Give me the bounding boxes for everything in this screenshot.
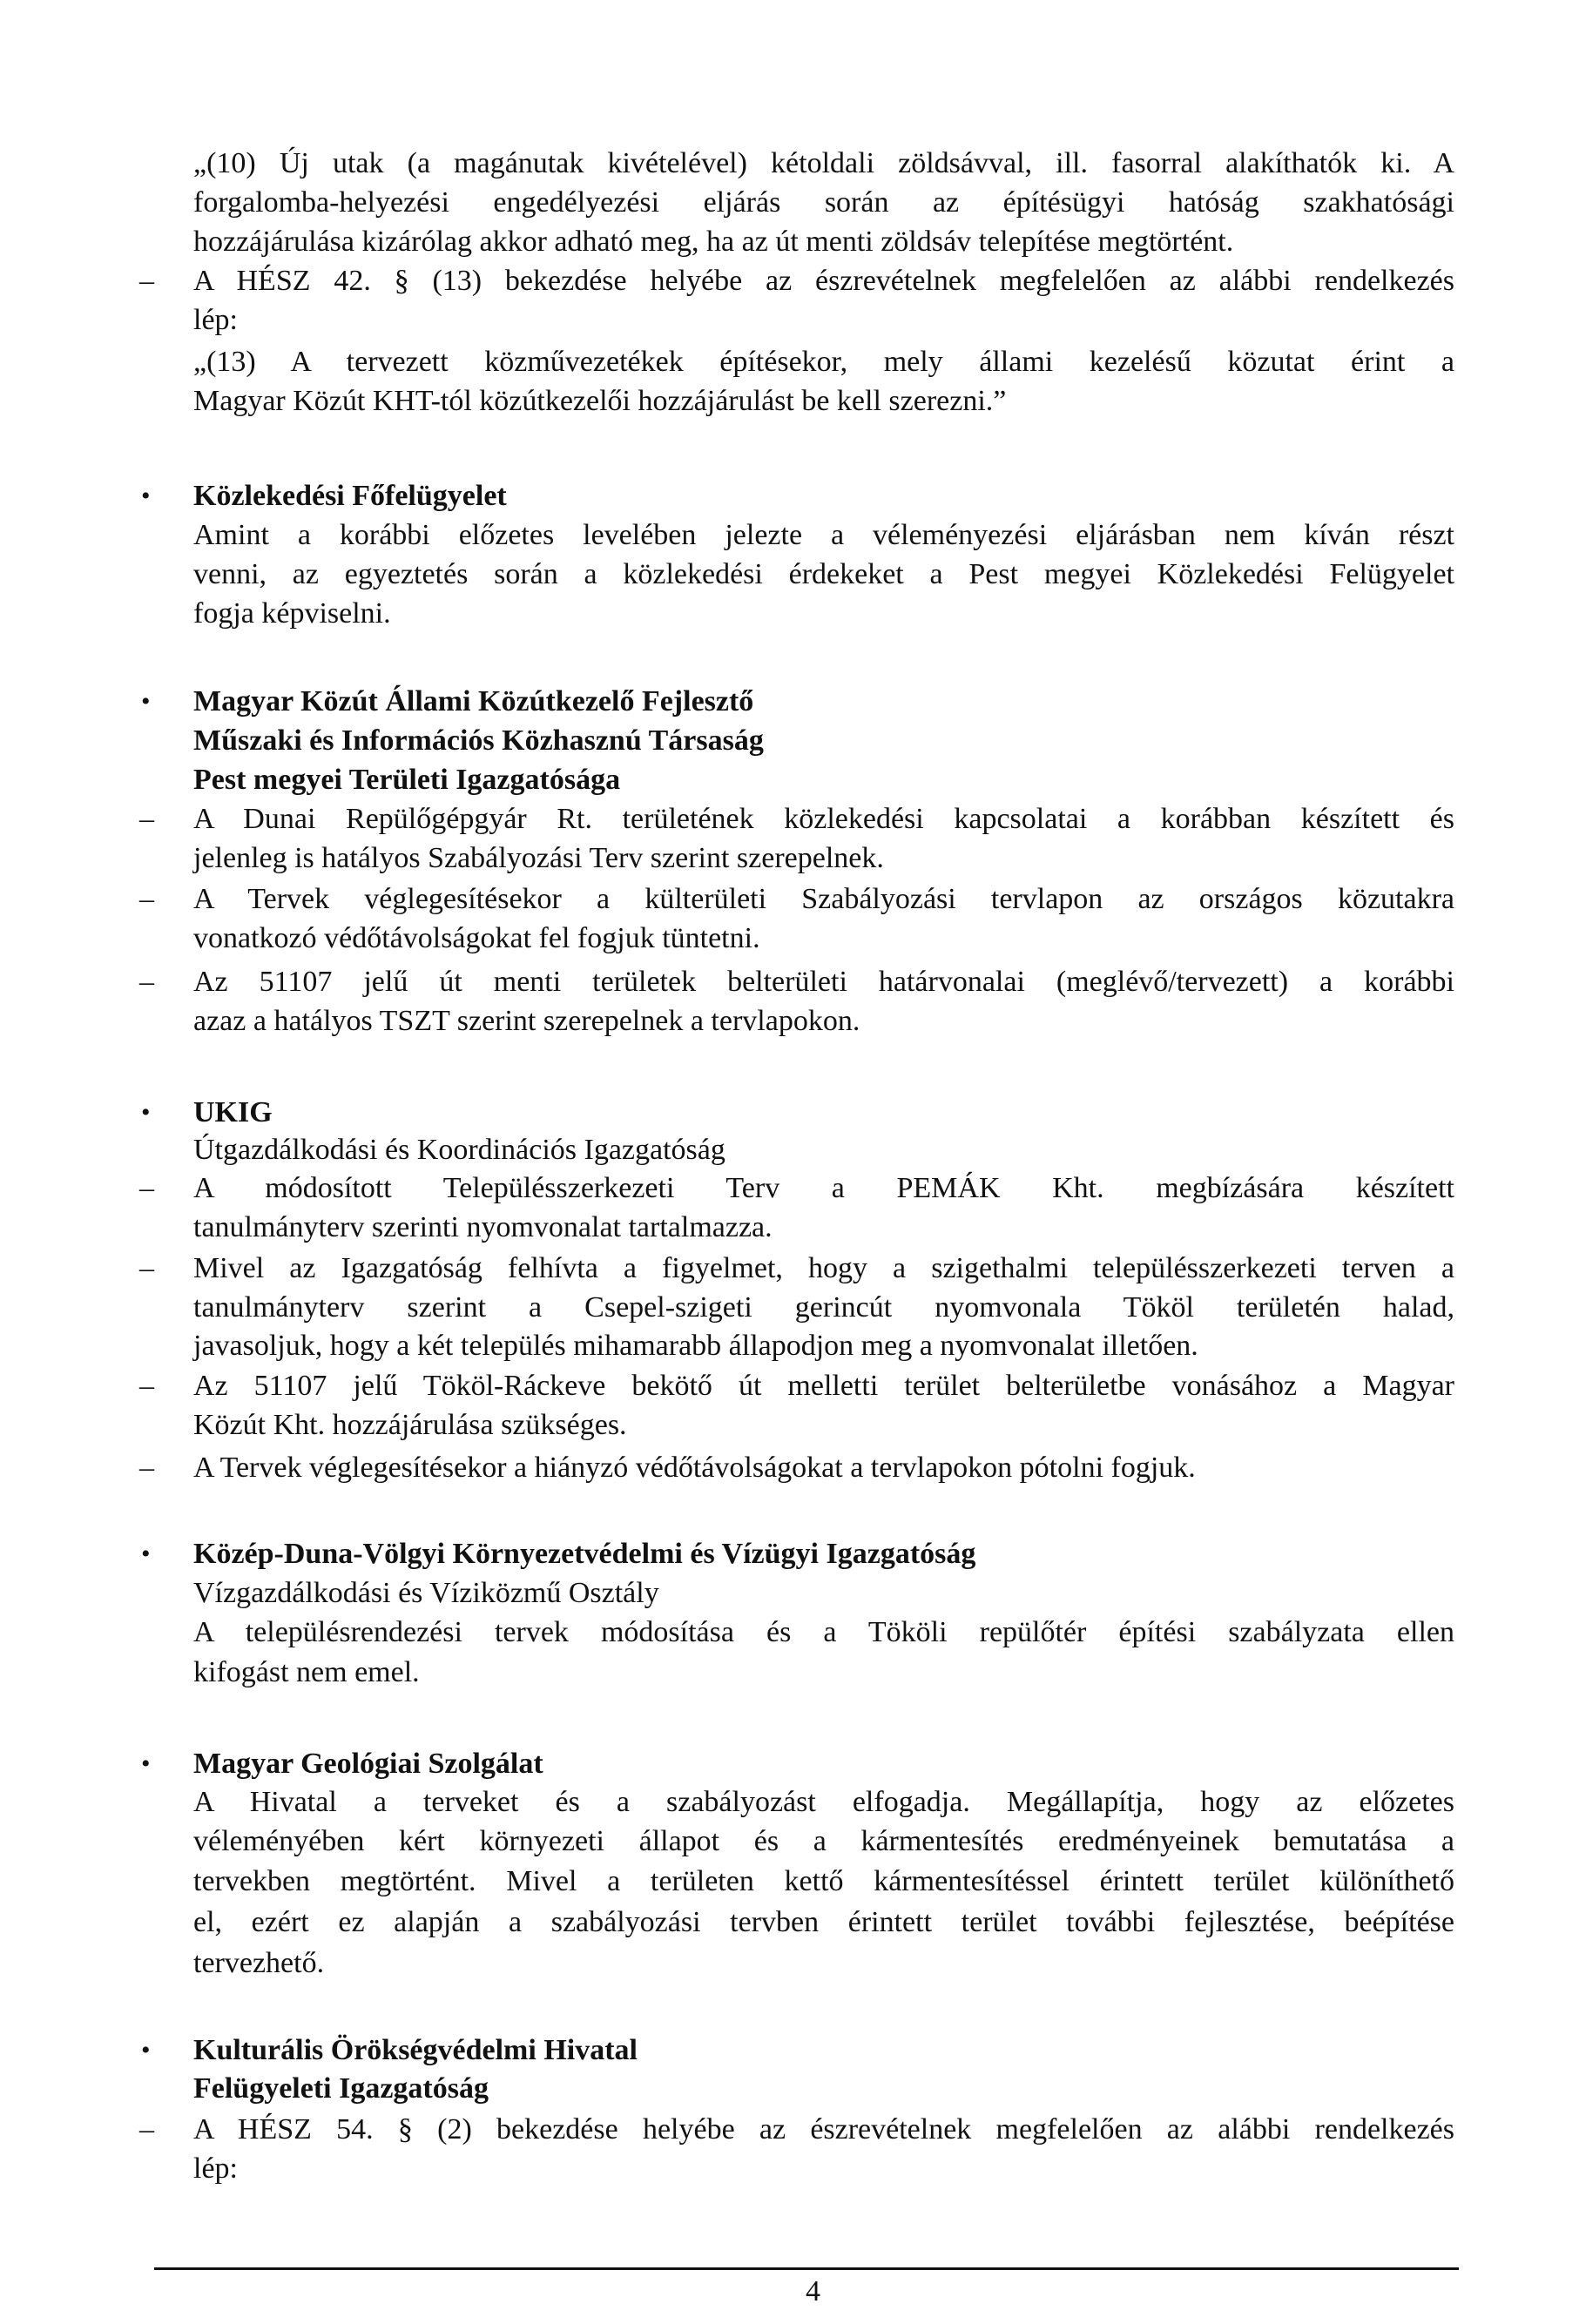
- section-title: Magyar Közút Állami Közútkezelő Fejlesztő: [193, 685, 754, 717]
- text-line: hozzájárulása kizárólag akkor adható meg, ha az út menti zöldsáv telepítése megtörtént.: [193, 226, 1234, 258]
- text-line: jelenleg is hatályos Szabályozási Terv szerint szerepelnek.: [193, 842, 884, 874]
- dash-marker-icon: –: [139, 1252, 154, 1284]
- section-title: UKIG: [193, 1096, 273, 1128]
- text-line: Amint a korábbi előzetes levelében jelezte a véleményezési eljárásban nem kíván részt: [193, 519, 1454, 551]
- text-line: venni, az egyeztetés során a közlekedési érdekeket a Pest megyei Közlekedési Felügyelet: [193, 558, 1454, 590]
- bullet-icon: •: [141, 1539, 151, 1568]
- text-line: A Dunai Repülőgépgyár Rt. területének közlekedési kapcsolatai a korábban készített és: [193, 803, 1454, 835]
- text-line: tanulmányterv szerinti nyomvonalat tartalmazza.: [193, 1211, 773, 1243]
- dash-marker-icon: –: [139, 2113, 154, 2145]
- text-line: forgalomba-helyezési engedélyezési eljárás során az építésügyi hatóság szakhatósági: [193, 186, 1454, 219]
- text-line: A módosított Településszerkezeti Terv a PEMÁK Kht. megbízására készített: [193, 1172, 1454, 1204]
- text-line: „(13) A tervezett közművezetékek építésekor, mely állami kezelésű közutat érint a: [193, 346, 1454, 378]
- text-line: el, ezért ez alapján a szabályozási tervben érintett terület további fejlesztése, beépítése: [193, 1906, 1454, 1938]
- dash-marker-icon: –: [139, 265, 154, 297]
- dash-marker-icon: –: [139, 1452, 154, 1484]
- text-line: azaz a hatályos TSZT szerint szerepelnek a tervlapokon.: [193, 1005, 860, 1037]
- text-line: „(10) Új utak (a magánutak kivételével) kétoldali zöldsávval, ill. fasorral alakíthatók ki. A: [193, 147, 1454, 179]
- bullet-icon: •: [141, 2036, 151, 2065]
- text-line: Mivel az Igazgatóság felhívta a figyelmet, hogy a szigethalmi településszerkezeti terven a: [193, 1252, 1454, 1284]
- text-line: vonatkozó védőtávolságokat fel fogjuk tüntetni.: [193, 922, 760, 954]
- section-title: Közép-Duna-Völgyi Környezetvédelmi és Vízügyi Igazgatóság: [193, 1538, 976, 1570]
- bullet-icon: •: [141, 687, 151, 716]
- section-title: Kulturális Örökségvédelmi Hivatal: [193, 2034, 638, 2066]
- text-line: lép:: [193, 2152, 238, 2185]
- section-title: Pest megyei Területi Igazgatósága: [193, 764, 621, 796]
- text-line: Az 51107 jelű Tököl-Ráckeve bekötő út melletti terület belterületbe vonásához a Magyar: [193, 1370, 1454, 1402]
- section-subtitle: Vízgazdálkodási és Víziközmű Osztály: [193, 1577, 659, 1609]
- text-line: véleményében kért környezeti állapot és a kármentesítés eredményeinek bemutatása a: [193, 1825, 1454, 1857]
- bullet-icon: •: [141, 1098, 151, 1127]
- text-line: kifogást nem emel.: [193, 1656, 420, 1688]
- text-line: A Tervek véglegesítésekor a hiányzó védőtávolságokat a tervlapokon pótolni fogjuk.: [193, 1452, 1196, 1484]
- text-line: lép:: [193, 304, 238, 336]
- dash-marker-icon: –: [139, 1370, 154, 1402]
- dash-marker-icon: –: [139, 883, 154, 915]
- text-line: tervekben megtörtént. Mivel a területen kettő kármentesítéssel érintett terület különíthető: [193, 1865, 1454, 1897]
- text-line: Magyar Közút KHT-tól közútkezelői hozzájárulást be kell szerezni.”: [193, 385, 1007, 417]
- text-line: tervezhető.: [193, 1947, 325, 1979]
- text-line: A HÉSZ 54. § (2) bekezdése helyébe az észrevételnek megfelelően az alábbi rendelkezés: [193, 2113, 1454, 2145]
- text-line: tanulmányterv szerint a Csepel-szigeti gerincút nyomvonala Tököl területén halad,: [193, 1291, 1454, 1324]
- text-line: A településrendezési tervek módosítása és a Tököli repülőtér építési szabályzata ellen: [193, 1616, 1454, 1648]
- footer-divider: [154, 2267, 1459, 2270]
- text-line: A Tervek véglegesítésekor a külterületi Szabályozási tervlapon az országos közutakra: [193, 883, 1454, 915]
- section-title: Közlekedési Főfelügyelet: [193, 480, 507, 512]
- text-line: Az 51107 jelű út menti területek belterületi határvonalai (meglévő/tervezett) a korábbi: [193, 966, 1454, 998]
- text-line: A HÉSZ 42. § (13) bekezdése helyébe az észrevételnek megfelelően az alábbi rendelkezés: [193, 265, 1454, 297]
- dash-marker-icon: –: [139, 803, 154, 835]
- text-line: A Hivatal a terveket és a szabályozást elfogadja. Megállapítja, hogy az előzetes: [193, 1786, 1454, 1818]
- dash-marker-icon: –: [139, 966, 154, 998]
- bullet-icon: •: [141, 1749, 151, 1778]
- bullet-icon: •: [141, 482, 151, 510]
- text-line: javasoljuk, hogy a két település mihamarabb állapodjon meg a nyomvonalat illetően.: [193, 1330, 1198, 1362]
- section-title: Műszaki és Információs Közhasznú Társaság: [193, 724, 764, 757]
- dash-marker-icon: –: [139, 1172, 154, 1204]
- text-line: Közút Kht. hozzájárulása szükséges.: [193, 1409, 627, 1441]
- page-number: 4: [806, 2275, 820, 2307]
- section-title: Magyar Geológiai Szolgálat: [193, 1748, 543, 1780]
- section-title: Felügyeleti Igazgatóság: [193, 2072, 489, 2105]
- text-line: fogja képviselni.: [193, 597, 391, 630]
- section-subtitle: Útgazdálkodási és Koordinációs Igazgatóság: [193, 1134, 725, 1166]
